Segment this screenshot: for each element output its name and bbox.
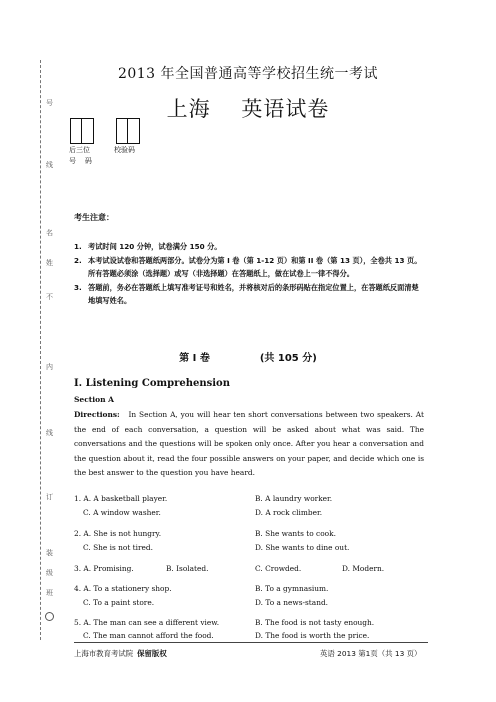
notice-item: 1. 考试时间 120 分钟，试卷满分 150 分。 [74, 242, 222, 251]
part-label: 第 I 卷 [179, 353, 210, 364]
question-1-c: C. A window washer. [83, 508, 161, 517]
question-5-c: C. The man cannot afford the food. [83, 631, 214, 640]
question-4-a: 4. A. To a stationery shop. [74, 584, 172, 593]
question-3-b: B. Isolated. [166, 564, 209, 573]
question-3-d: D. Modern. [342, 564, 385, 573]
question-5-a: 5. A. The man can see a different view. [74, 618, 220, 627]
binding-char: 不 [46, 293, 53, 301]
question-2-a: 2. A. She is not hungry. [74, 529, 162, 538]
binding-char: 级 [46, 569, 53, 577]
footer-org [74, 648, 167, 659]
question-3-a: 3. A. Promising. [74, 564, 134, 573]
check-code-box[interactable] [116, 118, 140, 144]
binding-char: 线 [46, 161, 53, 169]
question-5-b: B. The food is not tasty enough. [255, 618, 375, 627]
directions-label: Directions: [74, 410, 120, 419]
binding-char: 姓 [46, 259, 53, 267]
footer-rights: 保留版权 [137, 649, 167, 658]
section-heading: I. Listening Comprehension [74, 378, 231, 389]
notice-item: 2. 本考试设试卷和答题纸两部分。试卷分为第 I 卷（第 1-12 页）和第 II 卷（第 13 页），全卷共 13 页。所有答题必须涂（选择题）或写（非选择题）在答题纸上，做在试卷上一律不得分。 [74, 256, 422, 278]
binding-char: 装 [46, 549, 53, 557]
binding-char: 订 [46, 493, 53, 501]
section-sub: Section A [74, 395, 114, 404]
directions-text: In Section A, you will hear ten short conversations between two speakers. At the end of each conversation, a question will be asked about what was said. The conversations and the questions will be spoken only once. After you hear a conversation and the question about it, read the four possible answers on your paper, and decide which one is the best answer to the question you have heard. [74, 410, 424, 478]
question-1-b: B. A laundry worker. [255, 494, 333, 503]
question-2-d: D. She wants to dine out. [255, 543, 350, 552]
question-4-b: B. To a gymnasium. [255, 584, 329, 593]
notice-heading: 考生注意： [74, 213, 114, 222]
notice-list [74, 240, 424, 308]
question-2-b: B. She wants to cook. [255, 529, 336, 538]
binding-char: 号 [46, 99, 53, 107]
binding-char: 班 [46, 589, 53, 597]
question-1-d: D. A rock climber. [255, 508, 323, 517]
exam-title: 2013 年全国普通高等学校招生统一考试 [117, 66, 379, 82]
footer-org-name: 上海市教育考试院 [74, 649, 134, 658]
part-points: (共 105 分) [259, 353, 317, 364]
binding-char: 线 [46, 429, 53, 437]
question-5-d: D. The food is worth the price. [255, 631, 370, 640]
check-code-label: 校验码 [114, 146, 135, 154]
question-4-d: D. To a news-stand. [255, 598, 329, 607]
id-box-label: 后三位 号 码 [69, 146, 92, 165]
question-2-c: C. She is not tired. [83, 543, 153, 552]
question-4-c: C. To a paint store. [83, 598, 155, 607]
exam-subtitle-text: 上海 英语试卷 [166, 97, 330, 121]
part-title [0, 349, 496, 364]
id-last-three-box[interactable] [70, 118, 94, 144]
footer-page-number: 英语 2013 第1页（共 13 页） [320, 649, 422, 658]
question-1-a: 1. A. A basketball player. [74, 494, 168, 503]
question-3-c: C. Crowded. [255, 564, 302, 573]
notice-item: 3. 答题前，务必在答题纸上填写准考证号和姓名，并将核对后的条形码贴在指定位置上，在答题纸反面清楚地填写姓名。 [74, 283, 419, 305]
binding-hole-icon [45, 612, 54, 621]
binding-char: 名 [46, 229, 53, 237]
binding-char: 内 [46, 363, 53, 371]
footer-divider [74, 642, 428, 643]
directions [74, 408, 424, 481]
